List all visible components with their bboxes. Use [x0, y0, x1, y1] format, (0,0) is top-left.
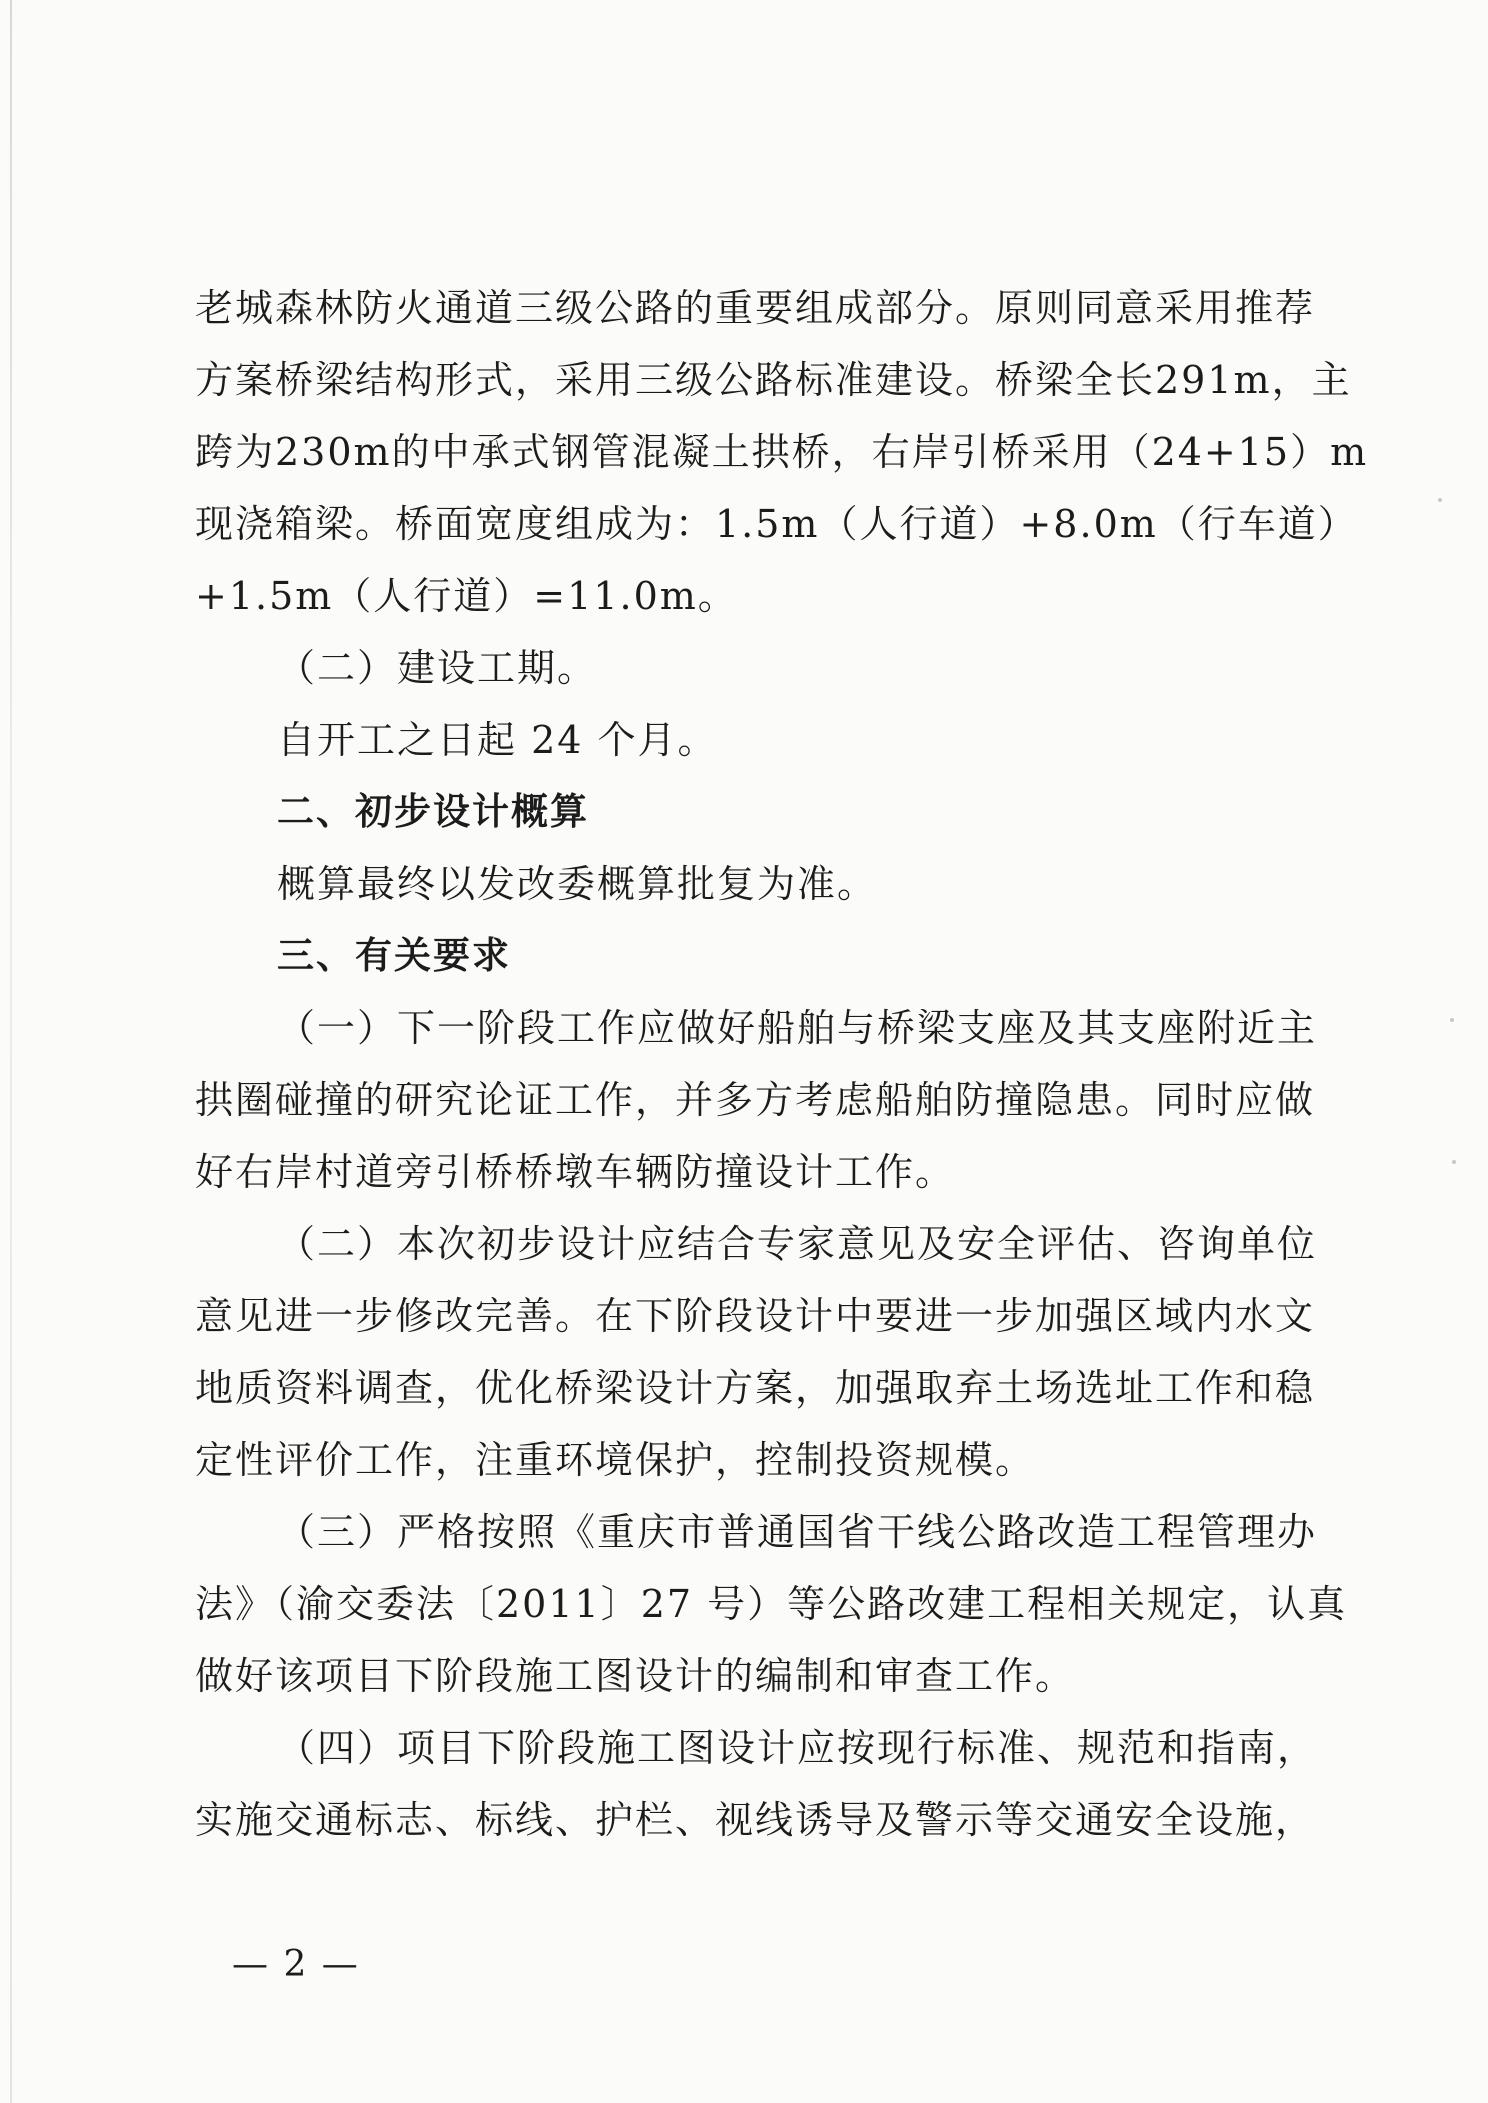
paragraph-line: 拱圈碰撞的研究论证工作，并多方考虑船舶防撞隐患。同时应做	[195, 1078, 1316, 1122]
paragraph-line: +1.5m（人行道）=11.0m。	[195, 574, 738, 618]
scan-speck	[1452, 1160, 1456, 1164]
paragraph-line: 定性评价工作，注重环境保护，控制投资规模。	[195, 1438, 1036, 1482]
scan-speck	[1450, 1018, 1454, 1022]
paragraph-line: （一）下一阶段工作应做好船舶与桥梁支座及其支座附近主	[277, 1006, 1318, 1050]
page-number: — 2 —	[232, 1944, 360, 1985]
paragraph-line: （三）严格按照《重庆市普通国省干线公路改造工程管理办	[277, 1510, 1318, 1554]
paragraph-line: 老城森林防火通道三级公路的重要组成部分。原则同意采用推荐	[195, 286, 1316, 330]
paragraph-line: 实施交通标志、标线、护栏、视线诱导及警示等交通安全设施，	[195, 1798, 1316, 1842]
paragraph-line: 现浇箱梁。桥面宽度组成为：1.5m（人行道）+8.0m（行车道）	[195, 502, 1358, 546]
scan-speck	[1438, 498, 1442, 502]
scan-edge-shadow	[10, 0, 12, 2103]
paragraph-line: 做好该项目下阶段施工图设计的编制和审查工作。	[195, 1654, 1076, 1698]
paragraph-line: 概算最终以发改委概算批复为准。	[277, 862, 878, 906]
paragraph-line: 好右岸村道旁引桥桥墩车辆防撞设计工作。	[195, 1150, 956, 1194]
paragraph-line: （四）项目下阶段施工图设计应按现行标准、规范和指南，	[277, 1726, 1318, 1770]
section-heading: 三、有关要求	[277, 934, 511, 977]
paragraph-line: （二）本次初步设计应结合专家意见及安全评估、咨询单位	[277, 1222, 1318, 1266]
paragraph-line: 法》（渝交委法〔2011〕27 号）等公路改建工程相关规定，认真	[195, 1582, 1348, 1626]
paragraph-line: 跨为230m的中承式钢管混凝土拱桥，右岸引桥采用（24+15）m	[195, 430, 1369, 474]
paragraph-line: 自开工之日起 24 个月。	[277, 718, 718, 762]
paragraph-line: 意见进一步修改完善。在下阶段设计中要进一步加强区域内水文	[195, 1294, 1316, 1338]
paragraph-line: 地质资料调查，优化桥梁设计方案，加强取弃土场选址工作和稳	[195, 1366, 1316, 1410]
section-heading: 二、初步设计概算	[277, 790, 589, 833]
paragraph-line: 方案桥梁结构形式，采用三级公路标准建设。桥梁全长291m，主	[195, 358, 1352, 402]
subsection-title: （二）建设工期。	[277, 646, 598, 690]
